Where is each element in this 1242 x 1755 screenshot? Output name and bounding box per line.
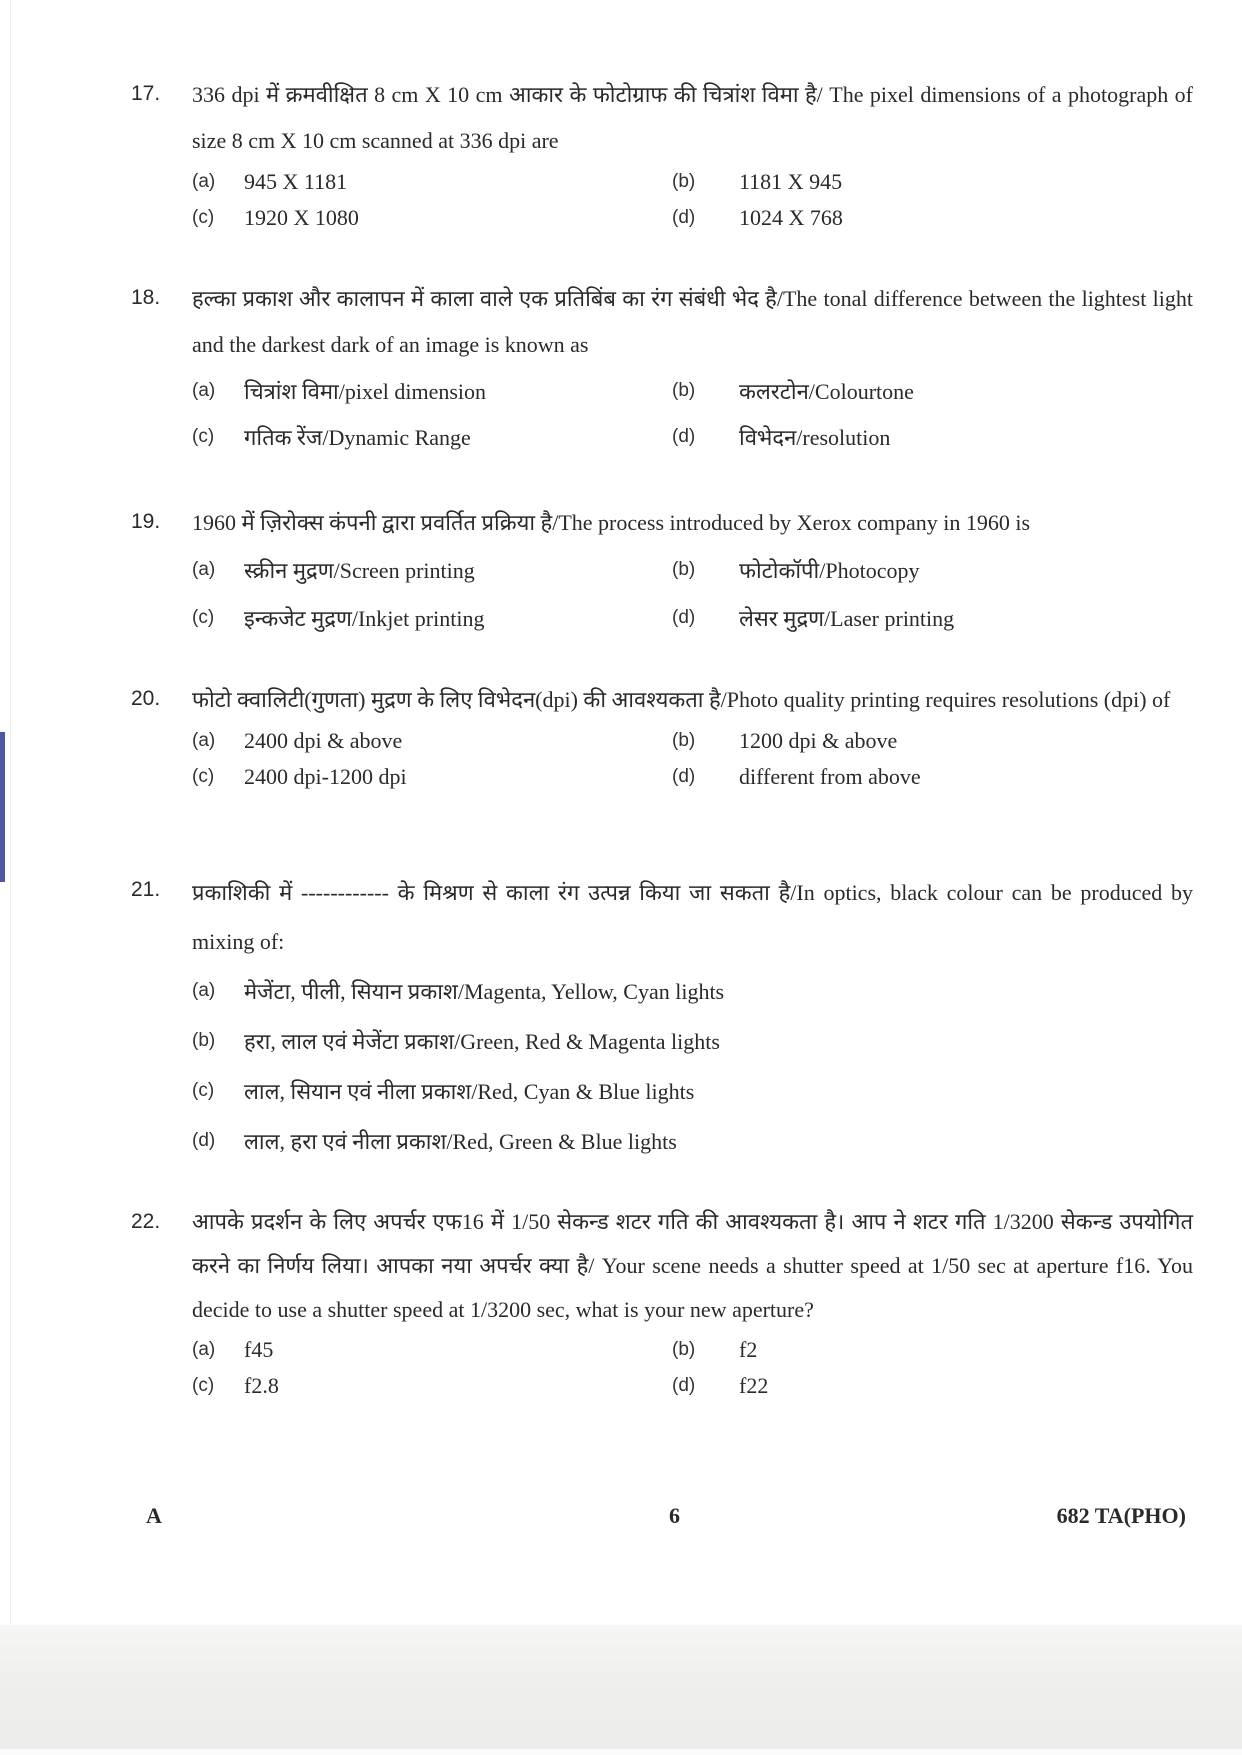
page-footer [146, 1503, 1186, 1533]
question-text: 336 dpi में क्रमवीक्षित 8 cm X 10 cm आकार के फोटोग्राफ की चित्रांश विमा है/ The pixel dimensions of a photograph of size 8 cm X 10 cm scanned at 336 dpi are [192, 82, 1193, 153]
question-number: 19. [131, 510, 161, 533]
option-b[interactable]: (b) f2 [672, 1337, 758, 1362]
option-a[interactable]: (a) 945 X 1181 [192, 169, 348, 194]
question-text: 1960 में ज़िरोक्स कंपनी द्वारा प्रवर्तित प्रक्रिया है/The process introduced by Xerox company in 1960 is [192, 510, 1031, 535]
option-a[interactable]: (a) चित्रांश विमा/pixel dimension [192, 379, 487, 404]
question-text: हल्का प्रकाश और कालापन में काला वाले एक प्रतिबिंब का रंग संबंधी भेद है/The tonal difference between the lightest light and the darkest dark of an image is known as [192, 286, 1193, 357]
paper-code: 682 TA(PHO) [1056, 1503, 1186, 1528]
scan-edge-mark [0, 732, 5, 882]
option-d[interactable]: (d) 1024 X 768 [672, 205, 843, 230]
option-d[interactable]: (d) विभेदन/resolution [672, 425, 891, 450]
options [192, 1332, 1193, 1404]
option-d[interactable]: (d) लेसर मुद्रण/Laser printing [672, 606, 955, 631]
question-20 [131, 677, 1193, 795]
option-d[interactable]: (d) लाल, हरा एवं नीला प्रकाश/Red, Green & Blue lights [192, 1129, 677, 1154]
question-number: 20. [131, 687, 161, 710]
options [192, 966, 1193, 1166]
option-c[interactable]: (c) इन्कजेट मुद्रण/Inkjet printing [192, 606, 485, 631]
option-c[interactable]: (c) 1920 X 1080 [192, 205, 359, 230]
option-a[interactable]: (a) f45 [192, 1337, 274, 1362]
question-number: 21. [131, 878, 161, 901]
question-18 [131, 276, 1193, 460]
option-c[interactable]: (c) 2400 dpi-1200 dpi [192, 764, 407, 789]
option-a[interactable]: (a) 2400 dpi & above [192, 728, 403, 753]
option-c[interactable]: (c) गतिक रेंज/Dynamic Range [192, 425, 471, 450]
option-d[interactable]: (d) different from above [672, 764, 921, 789]
option-a[interactable]: (a) स्क्रीन मुद्रण/Screen printing [192, 558, 475, 583]
question-19 [131, 500, 1193, 642]
options [192, 723, 1193, 795]
option-a[interactable]: (a) मेजेंटा, पीली, सियान प्रकाश/Magenta, Yellow, Cyan lights [192, 979, 725, 1004]
scan-background [0, 1625, 1242, 1755]
series-code: A [146, 1503, 162, 1528]
question-number: 18. [131, 286, 161, 309]
options [192, 164, 1193, 236]
question-17 [131, 72, 1193, 236]
option-c[interactable]: (c) f2.8 [192, 1373, 279, 1398]
option-b[interactable]: (b) हरा, लाल एवं मेजेंटा प्रकाश/Green, Red & Magenta lights [192, 1029, 720, 1054]
question-22 [131, 1200, 1193, 1404]
option-d[interactable]: (d) f22 [672, 1373, 769, 1398]
option-b[interactable]: (b) फोटोकॉपी/Photocopy [672, 558, 920, 583]
options [192, 368, 1193, 460]
option-b[interactable]: (b) कलरटोन/Colourtone [672, 379, 914, 404]
option-c[interactable]: (c) लाल, सियान एवं नीला प्रकाश/Red, Cyan & Blue lights [192, 1079, 695, 1104]
option-b[interactable]: (b) 1181 X 945 [672, 169, 843, 194]
page-number: 6 [669, 1503, 680, 1528]
options [192, 546, 1193, 642]
question-number: 17. [131, 82, 161, 105]
question-text: फोटो क्वालिटी(गुणता) मुद्रण के लिए विभेदन(dpi) की आवश्यकता है/Photo quality printing requires resolutions (dpi) of [192, 687, 1171, 712]
option-b[interactable]: (b) 1200 dpi & above [672, 728, 898, 753]
question-number: 22. [131, 1210, 161, 1233]
question-21 [131, 868, 1193, 1166]
question-text: आपके प्रदर्शन के लिए अपर्चर एफ16 में 1/50 सेकन्ड शटर गति की आवश्यकता है। आप ने शटर गति 1/3200 सेकन्ड उपयोगित करने का निर्णय लिया। आपका नया अपर्चर क्या है/ Your scene needs a shutter speed at 1/50 sec at aperture f16. You decide to use a shutter speed at 1/3200 sec, what is your new aperture? [192, 1209, 1193, 1322]
question-text: प्रकाशिकी में ------------ के मिश्रण से काला रंग उत्पन्न किया जा सकता है/In optics, black colour can be produced by mixing of: [192, 880, 1193, 954]
